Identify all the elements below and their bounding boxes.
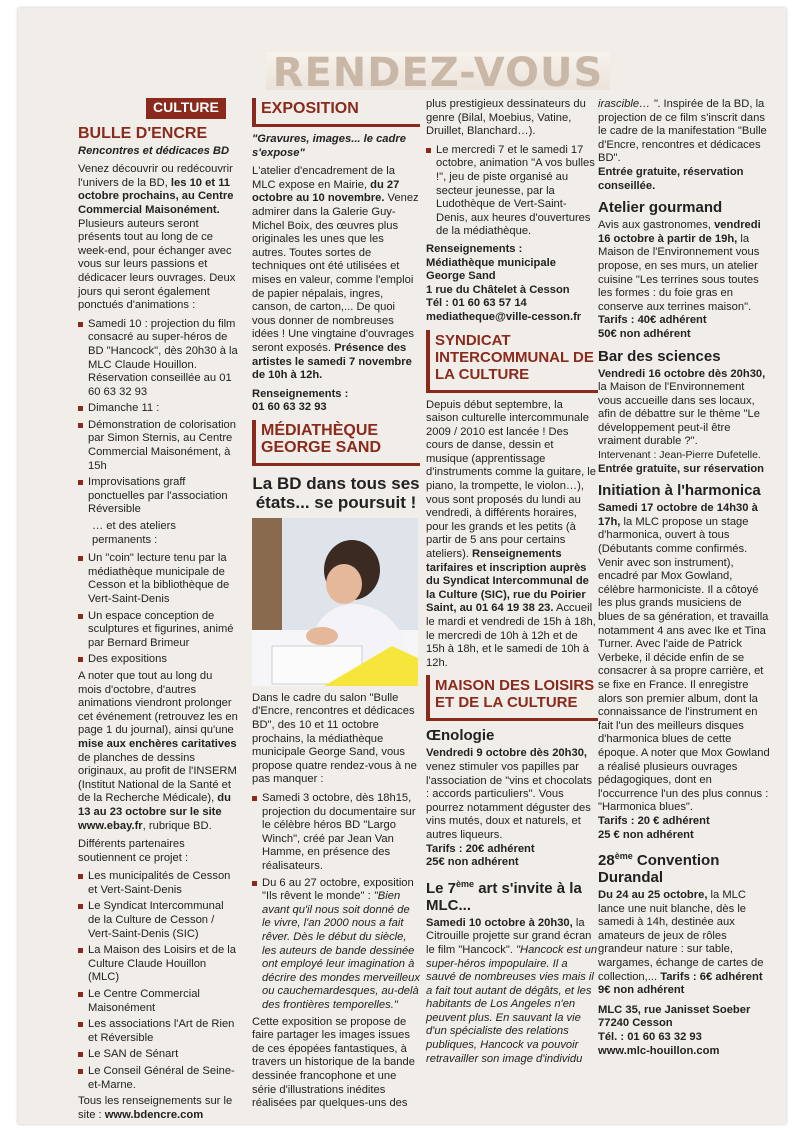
- list-item: Dimanche 11 :: [78, 402, 238, 416]
- info-block: Renseignements : 01 60 63 32 93: [252, 387, 349, 414]
- section-title: MAISON DES LOISIRS ET DE LA CULTURE: [435, 677, 595, 712]
- article-title-bar-des-sciences: Bar des sciences: [598, 347, 721, 365]
- section-title: SYNDICAT INTERCOMMUNAL DE LA CULTURE: [435, 331, 594, 383]
- column-exposition: [252, 98, 420, 1116]
- article-body: Dans le cadre du salon "Bulle d'Encre, rencontres et dédicaces BD", des 10 et 11 octobre prochains, la médiathèque municipale George Sand, vous propose quatre rendez-vous à ne pas manquer :: [252, 691, 417, 786]
- partner-item: Le Conseil Général de Seine-et-Marne.: [78, 1065, 238, 1092]
- section-header-mlc: [426, 675, 598, 721]
- section-tag-culture: CULTURE: [146, 98, 226, 119]
- partner-item: Les associations l'Art de Rien et Réversible: [78, 1018, 238, 1045]
- section-header-sic: [426, 330, 598, 393]
- article-body: Depuis début septembre, la saison culturelle intercommunale 2009 / 2010 est lancée ! Des cours de danse, dessin et musique (apprentissage d'instruments comme la guitare, le piano, la trompette, le violon…), vous sont proposés du lundi au vendredi, à différents horaires, pour les grands et les petits (à partir de 5 ans pour certains ateliers). Renseignements tarifaires et inscription auprès du Syndicat Intercommunal de la Culture (SIC), rue du Poirier Saint, au 01 64 19 38 23. Accueil le mardi et vendredi de 15h à 18h, le mercredi de 10h à 12h et de 15h à 18h, et le samedi de 10h à 12h.: [426, 398, 597, 669]
- partner-item: La Maison des Loisirs et de la Culture Claude Houillon (MLC): [78, 944, 238, 985]
- list-item: Un espace conception de sculptures et figurines, animé par Bernard Brimeur: [78, 610, 238, 651]
- article-body: Avis aux gastronomes, vendredi 16 octobre à partir de 19h, la Maison de l'Environnement vous propose, en ses murs, un atelier cuisine "Les terrines sous toutes les formes : du foie gras en conserve aux terrines maison". Tarifs : 40€ adhérent 50€ non adhérent: [598, 219, 761, 340]
- article-subtitle: Rencontres et dédicaces BD: [78, 144, 230, 157]
- list-item: Le mercredi 7 et le samedi 17 octobre, animation "A vos bulles !", jeu de piste organisé au secteur jeunesse, par la Ludothèque de Vert-Saint-Denis, aux heures d'ouvertures de la médiathèque.: [426, 144, 598, 239]
- article-body: Samedi 17 octobre de 14h30 à 17h, la MLC propose un stage d'harmonica, ouvert à tous (Débutants comme confirmés. Venir avec son instrument), encadré par Mox Gowland, célèbre harmoniciste. Il a côtoyé les plus grands musiciens de blues de sa génération, et travailla notamment 4 ans avec Ike et Tina Turner. Avec l'aide de Patrick Verbeke, il décide enfin de se consacrer à sa propre carrière, et se fixe en France. Il enregistre alors son premier album, dont la connaissance de l'instrument en fait l'un des meilleurs disques d'harmonica blues de cette époque. A noter que Mox Gowland a réalisé plusieurs ouvrages pédagogiques, dont en l'occurrence l'un des plus connus : "Harmonica blues". Tarifs : 20 € adhérent 25 € non adhérent: [598, 502, 770, 841]
- article-title-harmonica: Initiation à l'harmonica: [598, 482, 761, 500]
- masthead-band: [266, 50, 610, 96]
- column-events: [598, 98, 770, 1063]
- list-item: Démonstration de colorisation par Simon Sternis, au Centre Commercial Maisonément, à 15h: [78, 419, 238, 473]
- section-header-exposition: [252, 98, 420, 127]
- article-body: Samedi 10 octobre à 20h30, la Citrouille projette sur grand écran le film "Hancock". "Hancock est un super-héros impopulaire. Il a sauvé de nombreuses vies mais il a fait tout autant de dégâts, et les habitants de Los Angeles n'en peuvent plus. En sauvant la vie d'un spécialiste des relations publiques, Hancock va pouvoir retravailler son image d'individu: [426, 916, 598, 1065]
- info-block: Renseignements : Médiathèque municipale George Sand 1 rue du Châtelet à Cesson Tél : 01 60 63 57 14 mediatheque@ville-cesson.fr: [426, 242, 582, 323]
- article-title-convention: 28ème Convention Durandal: [598, 851, 720, 887]
- article-subtitle: "Gravures, images... le cadre s'expose": [252, 133, 406, 159]
- article-body: Cette exposition se propose de faire partager les images issues de ces épopées fantastiques, à travers un historique de la bande dessinée francophone et une série d'illustrations inédites réalisées par quelques-uns des: [252, 1015, 415, 1110]
- partners-intro: Différents partenaires soutiennent ce projet :: [78, 838, 189, 864]
- magazine-page: [18, 8, 786, 1124]
- article-body: A noter que tout au long du mois d'octobre, d'autres animations viendront prolonger cet événement (retrouvez les en page 1 du journal), ainsi qu'une mise aux enchères caritatives de planches de dessins originaux, au profit de l'INSERM (Institut National de la Santé et de la Recherche Médicale), du 13 au 23 octobre sur le site www.ebay.fr, rubrique BD.: [78, 669, 238, 832]
- ateliers-intro: … et des ateliers permanents :: [92, 520, 176, 546]
- list-item: Samedi 3 octobre, dès 18h15, projection du documentaire sur le célèbre héros BD "Largo Winch", créé par Jean Van Hamme, en présence des réalisateurs.: [252, 792, 420, 874]
- address-block: MLC 35, rue Janisset Soeber 77240 Cesson Tél. : 01 60 63 32 93 www.mlc-houillon.com: [598, 1003, 751, 1057]
- partner-item: Le Syndicat Intercommunal de la Culture de Cesson / Vert-Saint-Denis (SIC): [78, 900, 238, 941]
- list-item: Un "coin" lecture tenu par la médiathèque municipale de Cesson et la bibliothèque de Vert-Saint-Denis: [78, 552, 238, 606]
- article-title-7eme-art: Le 7ème art s'invite à la MLC...: [426, 878, 582, 914]
- article-body: irascible… ". Inspirée de la BD, la projection de ce film s'inscrit dans le cadre de la manifestation "Bulle d'Encre, rencontres et dédicaces BD". Entrée gratuite, réservation conseillée.: [598, 98, 767, 192]
- article-body: Vendredi 16 octobre dès 20h30, la Maison de l'Environnement vous accueille dans ses locaux, afin de débattre sur le thème "Le développement peut-il être vraiment durable ?". Intervenant : Jean-Pierre Dufetelle. Entrée gratuite, sur réservation: [598, 367, 766, 475]
- partner-item: Le SAN de Sénart: [78, 1048, 238, 1062]
- article-body: Vendredi 9 octobre dès 20h30, venez stimuler vos papilles par l'association de "vins et chocolats : accords particuliers". Vous pourrez notamment déguster des vins mutés, doux et naturels, et autres liqueurs. Tarifs : 20€ adhérent 25€ non adhérent: [426, 747, 592, 869]
- section-header-mediatheque: [252, 420, 420, 466]
- article-title-atelier-gourmand: Atelier gourmand: [598, 199, 723, 217]
- partner-item: Le Centre Commercial Maisonément: [78, 988, 238, 1015]
- partner-item: Les municipalités de Cesson et Vert-Saint-Denis: [78, 870, 238, 897]
- article-body: L'atelier d'encadrement de la MLC expose en Mairie, du 27 octobre au 10 novembre. Venez admirer dans la Galerie Guy-Michel Boix, des œuvres plus originales les unes que les autres. Toutes sortes de techniques ont été utilisées et mises en valeur, comme l'emploi de papier népalais, ingres, canson, de carton,... De quoi vous donner de nombreuses idées ! Une vingtaine d'ouvrages seront exposés. Présence des artistes le samedi 7 novembre de 10h à 12h.: [252, 165, 419, 382]
- section-title: EXPOSITION: [261, 100, 359, 117]
- article-title-bulle-dencre: BULLE D'ENCRE: [78, 124, 208, 142]
- article-headline: La BD dans tous ses états... se poursuit !: [252, 473, 420, 512]
- list-item: Samedi 10 : projection du film consacré au super-héros de BD "Hancock", dès 20h30 à la MLC Claude Houillon. Réservation conseillée au 01 60 63 32 93: [78, 318, 238, 400]
- article-body: Du 24 au 25 octobre, la MLC lance une nuit blanche, dès le samedi à 14h, destinée aux amateurs de jeux de rôles grandeur nature : sur table, wargames, échange de cartes de collection,... Tarifs : 6€ adhérent 9€ non adhérent: [598, 889, 764, 997]
- column-culture: [78, 98, 238, 1124]
- list-item: Du 6 au 27 octobre, exposition "Ils rêvent le monde" : "Bien avant qu'il nous soit donné de le vivre, l'an 2000 nous a fait rêver. Dès le début du siècle, les auteurs de bande dessinée ont employé leur imagination à décrire des mondes merveilleux ou cauchemardesques, au-delà des frontières temporelles.": [252, 877, 420, 1013]
- list-item: Improvisations graff ponctuelles par l'association Réversible: [78, 476, 238, 517]
- page-title: RENDEZ-VOUS: [272, 50, 604, 96]
- article-title-oenologie: Œnologie: [426, 727, 495, 745]
- article-body: plus prestigieux dessinateurs du genre (Bilal, Moebius, Vatine, Druillet, Blanchard…).: [426, 98, 586, 138]
- column-sic-mlc: [426, 98, 598, 1071]
- article-footer: Tous les renseignements sur le site : www.bdencre.com: [78, 1095, 233, 1121]
- article-intro: Venez découvrir ou redécouvrir l'univers de la BD, les 10 et 11 octobre prochains, au Centre Commercial Maisonément. Plusieurs auteurs seront présents tout au long de ce week-end, pour échanger avec vous sur leurs passions et dédicacer leurs ouvrages. Deux jours qui seront également ponctués d'animations :: [78, 163, 236, 312]
- list-item: Des expositions: [78, 653, 238, 667]
- section-title: MÉDIATHÈQUE GEORGE SAND: [261, 421, 382, 456]
- child-drawing-photo: [252, 518, 418, 686]
